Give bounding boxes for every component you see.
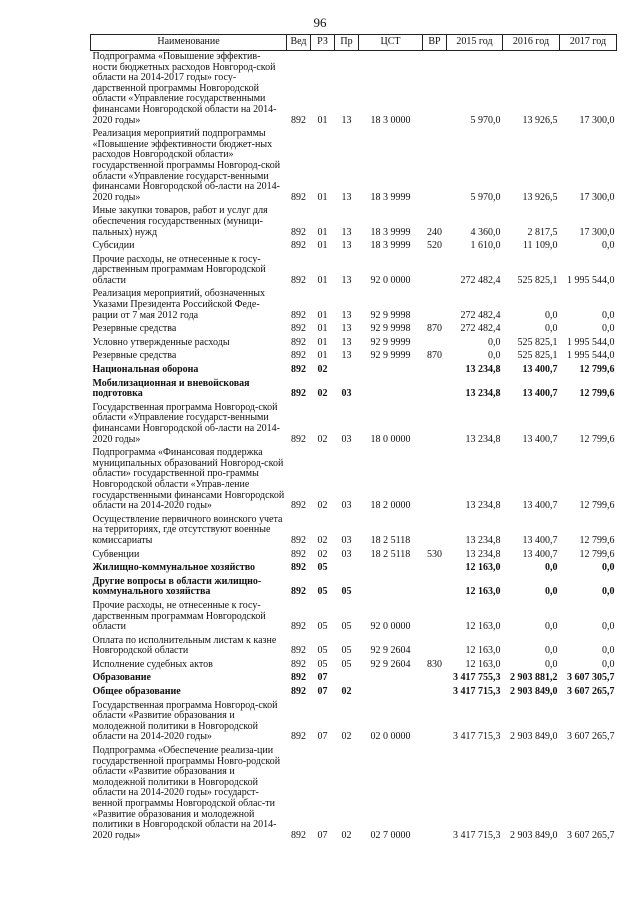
row-amount-2016: 13 400,7 (522, 534, 558, 546)
row-amount-2016: 13 926,5 (522, 114, 558, 126)
row-pr: 02 (341, 686, 352, 698)
row-rz: 05 (317, 621, 328, 633)
row-vr: 520 (427, 240, 442, 252)
row-pr: 13 (341, 240, 352, 252)
header-2017: 2017 год (560, 35, 617, 51)
table-row (91, 549, 617, 563)
row-cst: 92 9 2604 (370, 658, 411, 670)
row-pr: 13 (341, 350, 352, 362)
table-row (91, 686, 617, 700)
row-rz: 02 (317, 388, 328, 400)
row-amount-2015: 13 234,8 (465, 500, 501, 512)
row-pr: 05 (341, 658, 352, 670)
table-row (91, 659, 617, 673)
row-amount-2017: 12 799,6 (579, 364, 615, 376)
row-amount-2017: 12 799,6 (579, 548, 615, 560)
row-pr (335, 672, 359, 686)
row-vr (423, 514, 447, 549)
row-cst: 92 9 9998 (370, 309, 411, 321)
row-vr: 240 (427, 226, 442, 238)
row-amount-2015: 13 234,8 (465, 364, 501, 376)
row-amount-2016: 13 400,7 (522, 500, 558, 512)
table-row (91, 128, 617, 205)
row-vr (423, 600, 447, 635)
row-ved: 892 (291, 388, 306, 400)
row-amount-2017: 1 995 544,0 (567, 336, 615, 348)
table-row (91, 672, 617, 686)
row-vr (423, 337, 447, 351)
row-vr (423, 562, 447, 576)
row-vr (423, 635, 447, 659)
table-header-row (91, 35, 617, 51)
table-row (91, 51, 617, 129)
row-amount-2017: 0,0 (602, 621, 615, 633)
row-amount-2015: 272 482,4 (460, 274, 501, 286)
table-row (91, 337, 617, 351)
table-row (91, 364, 617, 378)
row-vr (423, 288, 447, 323)
row-ved: 892 (291, 240, 306, 252)
row-amount-2017: 12 799,6 (579, 388, 615, 400)
row-amount-2015: 5 970,0 (470, 191, 501, 203)
row-amount-2015: 272 482,4 (460, 323, 501, 335)
table-row (91, 447, 617, 514)
row-name: Субсидии (92, 240, 135, 252)
row-vr: 530 (427, 548, 442, 560)
row-name: Национальная оборона (92, 364, 199, 376)
row-rz: 01 (317, 336, 328, 348)
row-name: Подпрограмма «Повышение эффектив-ности бюджетных расходов Новгород-ской области на 2014-2017 годы» госу-дарственной программы Новгородской области «Управление государственными финансами Новгородской области на 2014-2020 годы» (92, 51, 277, 126)
row-name: Реализация мероприятий подпрограммы «Повышение эффективности бюджет-ных расходов Новгородской области» государственной программы Новгород-ской области «Управление государст-венными финансами Новгородской об-ласти на 2014-2020 годы» (92, 128, 281, 203)
row-amount-2017: 0,0 (602, 562, 615, 574)
row-rz: 01 (317, 350, 328, 362)
row-name: Реализация мероприятий, обозначенных Указами Президента Российской Феде-рации от 7 мая 2012 года (92, 288, 266, 321)
row-name: Иные закупки товаров, работ и услуг для обеспечения государственных (муници-пальных) нужд (92, 205, 268, 238)
row-pr: 05 (341, 586, 352, 598)
table-row (91, 600, 617, 635)
row-ved: 892 (291, 686, 306, 698)
row-ved: 892 (291, 433, 306, 445)
row-cst: 92 9 9999 (370, 336, 411, 348)
header-rz: РЗ (311, 35, 335, 51)
table-row (91, 240, 617, 254)
table-row (91, 562, 617, 576)
row-cst (359, 672, 423, 686)
row-name: Прочие расходы, не отнесенные к госу-дарственным программам Новгородской области (92, 253, 266, 286)
row-vr: 870 (427, 350, 442, 362)
row-amount-2016: 0,0 (545, 586, 558, 598)
row-rz: 02 (317, 500, 328, 512)
row-amount-2017: 0,0 (602, 645, 615, 657)
row-amount-2015: 13 234,8 (465, 433, 501, 445)
row-vr: 870 (427, 323, 442, 335)
row-ved: 892 (291, 621, 306, 633)
row-name: Исполнение судебных актов (92, 658, 213, 670)
row-cst: 18 2 5118 (370, 534, 411, 546)
row-amount-2015: 12 163,0 (465, 621, 501, 633)
row-cst (359, 364, 423, 378)
row-cst: 18 2 5118 (370, 548, 411, 560)
row-ved: 892 (291, 672, 306, 684)
row-name: Подпрограмма «Обеспечение реализа-ции государственной программы Новго-родской области «Развитие образования и молодежной политики в Новгородской области на 2014-2020 годы» государст-венной программы Новгородской облас-ти «Развитие образования и молодежной политики в Новгородской области на 2014-2020 годы» (92, 745, 281, 841)
row-rz: 01 (317, 274, 328, 286)
row-amount-2015: 13 234,8 (465, 548, 501, 560)
row-rz: 07 (317, 731, 328, 743)
row-amount-2015: 3 417 755,3 (453, 672, 501, 684)
row-amount-2015: 5 970,0 (470, 114, 501, 126)
row-name: Резервные средства (92, 350, 177, 362)
row-amount-2017: 12 799,6 (579, 433, 615, 445)
row-cst: 18 3 9999 (370, 240, 411, 252)
row-name: Жилищно-коммунальное хозяйство (92, 562, 256, 574)
row-amount-2017: 3 607 265,7 (567, 731, 615, 743)
row-pr: 03 (341, 500, 352, 512)
row-amount-2017: 3 607 265,7 (567, 686, 615, 698)
row-cst: 18 0 0000 (370, 433, 411, 445)
row-cst: 92 9 9999 (370, 350, 411, 362)
table-row (91, 350, 617, 364)
row-amount-2016: 13 400,7 (522, 364, 558, 376)
row-name: Прочие расходы, не отнесенные к госу-дарственным программам Новгородской области (92, 599, 266, 633)
row-vr (423, 364, 447, 378)
row-amount-2015: 3 417 715,3 (453, 686, 501, 698)
row-vr (423, 700, 447, 745)
row-name: Условно утвержденные расходы (92, 336, 230, 348)
row-pr: 02 (341, 731, 352, 743)
row-name: Государственная программа Новгород-ской области «Управление государст-венными финансами Новгородской об-ласти на 2014-2020 годы» (92, 401, 281, 445)
row-pr: 05 (341, 645, 352, 657)
row-amount-2016: 2 903 881,2 (510, 672, 558, 684)
header-name: Наименование (91, 35, 287, 51)
row-ved: 892 (291, 226, 306, 238)
row-amount-2015: 4 360,0 (470, 226, 501, 238)
row-vr (423, 51, 447, 129)
row-name: Оплата по исполнительным листам к казне Новгородской области (92, 634, 277, 657)
row-ved: 892 (291, 336, 306, 348)
row-cst: 02 0 0000 (370, 731, 411, 743)
row-amount-2017: 0,0 (602, 586, 615, 598)
row-ved: 892 (291, 586, 306, 598)
row-pr: 03 (341, 388, 352, 400)
row-amount-2017: 17 300,0 (579, 191, 615, 203)
row-name: Резервные средства (92, 323, 177, 335)
row-rz: 01 (317, 114, 328, 126)
row-ved: 892 (291, 274, 306, 286)
row-amount-2016: 0,0 (545, 309, 558, 321)
row-ved: 892 (291, 658, 306, 670)
row-amount-2016: 525 825,1 (517, 336, 558, 348)
row-amount-2016: 0,0 (545, 621, 558, 633)
row-rz: 07 (317, 686, 328, 698)
row-name: Другие вопросы в области жилищно-коммунального хозяйства (92, 575, 262, 598)
row-pr: 02 (341, 829, 352, 841)
row-ved: 892 (291, 731, 306, 743)
row-amount-2017: 1 995 544,0 (567, 274, 615, 286)
row-amount-2017: 0,0 (602, 309, 615, 321)
row-pr: 03 (341, 433, 352, 445)
row-rz: 07 (317, 829, 328, 841)
row-vr (423, 378, 447, 402)
table-row (91, 323, 617, 337)
table-row (91, 402, 617, 447)
row-rz: 05 (317, 645, 328, 657)
row-ved: 892 (291, 500, 306, 512)
row-rz: 01 (317, 226, 328, 238)
table-row (91, 635, 617, 659)
row-amount-2016: 13 400,7 (522, 548, 558, 560)
row-amount-2017: 17 300,0 (579, 114, 615, 126)
row-pr (335, 364, 359, 378)
row-rz: 02 (317, 433, 328, 445)
row-pr: 13 (341, 114, 352, 126)
row-pr: 13 (341, 336, 352, 348)
header-vr: ВР (423, 35, 447, 51)
table-row (91, 576, 617, 600)
row-amount-2016: 13 400,7 (522, 433, 558, 445)
row-amount-2017: 3 607 305,7 (567, 672, 615, 684)
row-amount-2017: 12 799,6 (579, 534, 615, 546)
row-cst: 18 3 0000 (370, 114, 411, 126)
row-amount-2016: 2 903 849,0 (510, 686, 558, 698)
row-cst (359, 378, 423, 402)
table-row (91, 378, 617, 402)
page-number: 96 (313, 15, 327, 30)
row-name: Подпрограмма «Финансовая поддержка муниципальных образований Новгород-ской области» государственной про-граммы Новгородской области «Управ-ление государственными финансами Новгородской области на 2014-2020 годы» (92, 447, 285, 512)
row-rz: 02 (317, 534, 328, 546)
row-ved: 892 (291, 191, 306, 203)
row-amount-2016: 13 926,5 (522, 191, 558, 203)
row-pr: 13 (341, 323, 352, 335)
header-pr: Пр (335, 35, 359, 51)
table-row (91, 205, 617, 240)
row-amount-2015: 13 234,8 (465, 388, 501, 400)
row-rz: 01 (317, 309, 328, 321)
row-pr: 13 (341, 226, 352, 238)
row-vr (423, 128, 447, 205)
row-amount-2016: 2 817,5 (527, 226, 558, 238)
row-ved: 892 (291, 645, 306, 657)
row-amount-2017: 0,0 (602, 323, 615, 335)
row-vr (423, 745, 447, 843)
row-pr: 13 (341, 274, 352, 286)
row-pr: 03 (341, 534, 352, 546)
row-cst: 18 3 9999 (370, 226, 411, 238)
header-2015: 2015 год (447, 35, 503, 51)
row-vr (423, 254, 447, 289)
row-amount-2017: 0,0 (602, 658, 615, 670)
row-pr: 03 (341, 548, 352, 560)
table-row (91, 700, 617, 745)
row-amount-2016: 0,0 (545, 323, 558, 335)
row-amount-2015: 272 482,4 (460, 309, 501, 321)
row-amount-2016: 525 825,1 (517, 274, 558, 286)
row-pr: 05 (341, 621, 352, 633)
table-row (91, 514, 617, 549)
row-cst (359, 686, 423, 700)
row-amount-2015: 3 417 715,3 (453, 731, 501, 743)
row-amount-2015: 13 234,8 (465, 534, 501, 546)
row-amount-2017: 1 995 544,0 (567, 350, 615, 362)
row-name: Субвенции (92, 548, 140, 560)
row-cst: 92 0 0000 (370, 621, 411, 633)
row-cst: 18 2 0000 (370, 500, 411, 512)
row-pr: 13 (341, 191, 352, 203)
row-vr (423, 402, 447, 447)
row-ved: 892 (291, 534, 306, 546)
row-ved: 892 (291, 829, 306, 841)
budget-table (90, 34, 617, 843)
row-name: Мобилизационная и вневойсковая подготовка (92, 377, 250, 400)
row-vr (423, 576, 447, 600)
row-amount-2016: 2 903 849,0 (510, 731, 558, 743)
row-name: Осуществление первичного воинского учета на территориях, где отсутствуют военные комиссариаты (92, 513, 283, 546)
row-cst: 18 3 9999 (370, 191, 411, 203)
row-ved: 892 (291, 350, 306, 362)
row-amount-2017: 12 799,6 (579, 500, 615, 512)
row-pr (335, 562, 359, 576)
row-amount-2017: 3 607 265,7 (567, 829, 615, 841)
row-rz: 01 (317, 191, 328, 203)
row-rz: 05 (317, 658, 328, 670)
row-name: Образование (92, 672, 151, 684)
row-amount-2016: 0,0 (545, 658, 558, 670)
row-rz: 05 (317, 586, 328, 598)
row-ved: 892 (291, 548, 306, 560)
row-amount-2016: 0,0 (545, 562, 558, 574)
row-cst (359, 562, 423, 576)
header-ved: Вед (287, 35, 311, 51)
row-ved: 892 (291, 364, 306, 376)
header-cst: ЦСТ (359, 35, 423, 51)
row-rz: 01 (317, 240, 328, 252)
row-amount-2016: 0,0 (545, 645, 558, 657)
row-amount-2016: 2 903 849,0 (510, 829, 558, 841)
table-row (91, 254, 617, 289)
row-amount-2015: 12 163,0 (465, 586, 501, 598)
row-name: Общее образование (92, 686, 181, 698)
row-rz: 02 (317, 548, 328, 560)
row-rz: 05 (317, 562, 328, 574)
row-rz: 01 (317, 323, 328, 335)
row-amount-2017: 17 300,0 (579, 226, 615, 238)
row-ved: 892 (291, 114, 306, 126)
row-pr: 13 (341, 309, 352, 321)
row-ved: 892 (291, 562, 306, 574)
row-amount-2015: 0,0 (488, 350, 501, 362)
row-ved: 892 (291, 309, 306, 321)
row-amount-2016: 11 109,0 (522, 240, 558, 252)
row-amount-2015: 12 163,0 (465, 658, 501, 670)
row-amount-2015: 12 163,0 (465, 645, 501, 657)
row-amount-2017: 0,0 (602, 240, 615, 252)
row-cst: 92 0 0000 (370, 274, 411, 286)
row-cst (359, 576, 423, 600)
table-row (91, 288, 617, 323)
row-amount-2016: 525 825,1 (517, 350, 558, 362)
row-amount-2016: 13 400,7 (522, 388, 558, 400)
row-rz: 02 (317, 364, 328, 376)
row-vr (423, 672, 447, 686)
row-vr (423, 447, 447, 514)
row-vr (423, 686, 447, 700)
row-rz: 07 (317, 672, 328, 684)
row-cst: 92 9 2604 (370, 645, 411, 657)
row-amount-2015: 1 610,0 (470, 240, 501, 252)
row-amount-2015: 0,0 (488, 336, 501, 348)
row-ved: 892 (291, 323, 306, 335)
row-cst: 02 7 0000 (370, 829, 411, 841)
table-row (91, 745, 617, 843)
header-2016: 2016 год (503, 35, 560, 51)
row-name: Государственная программа Новгород-ской области «Развитие образования и молодежной политики в Новгородской области на 2014-2020 годы» (92, 699, 278, 743)
row-cst: 92 9 9998 (370, 323, 411, 335)
row-vr: 830 (427, 658, 442, 670)
row-amount-2015: 3 417 715,3 (453, 829, 501, 841)
row-amount-2015: 12 163,0 (465, 562, 501, 574)
